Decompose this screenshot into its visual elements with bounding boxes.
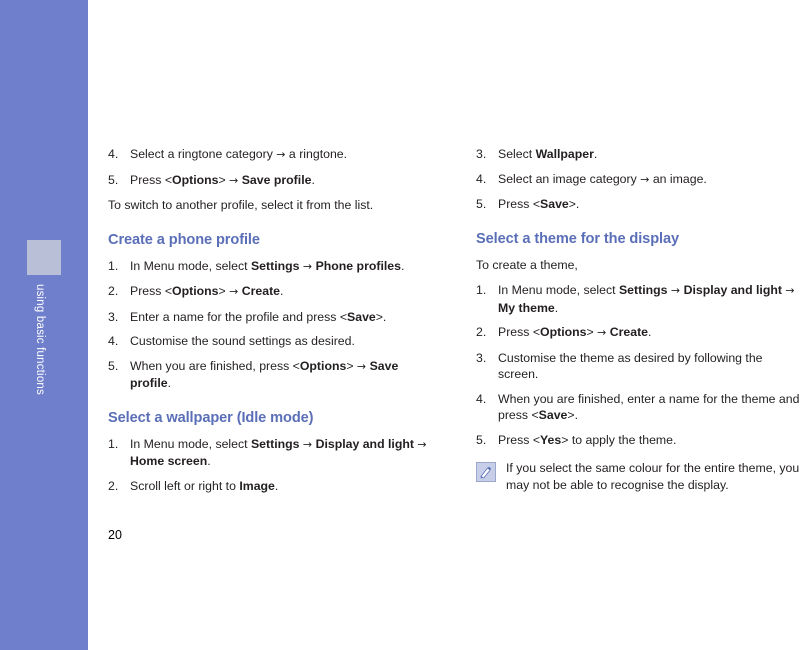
step-number: 2. (476, 325, 487, 339)
list-item (108, 146, 433, 164)
note-callout (476, 460, 806, 493)
sidebar-chapter-label: using basic functions (34, 284, 46, 395)
left-column (108, 146, 433, 502)
step-text: When you are finished, press <Options> → Save profile. (130, 358, 399, 390)
step-text: Press <Save>. (498, 197, 580, 211)
step-number: 5. (476, 197, 487, 211)
step-number: 3. (476, 147, 487, 161)
step-text: Press <Yes> to apply the theme. (498, 432, 677, 447)
step-text: Press <Options> → Save profile. (130, 172, 315, 187)
step-number: 1. (108, 436, 119, 451)
step-number: 2. (108, 284, 119, 298)
step-text: Customise the sound settings as desired. (130, 334, 355, 348)
note-text: If you select the same colour for the entire theme, you may not be able to recognise the display. (506, 461, 800, 492)
step-text: Press <Options> → Create. (130, 284, 284, 298)
step-number: 5. (108, 172, 119, 187)
list-item (108, 436, 433, 470)
list-item (108, 283, 433, 301)
list-item (476, 391, 806, 424)
step-number: 5. (476, 432, 487, 447)
continued-steps-list-right (476, 146, 806, 213)
list-item (476, 324, 806, 342)
step-text: Scroll left or right to Image. (130, 478, 279, 493)
list-item (476, 146, 806, 163)
step-number: 1. (476, 283, 487, 297)
step-text: In Menu mode, select Settings → Display and light → Home screen. (130, 436, 427, 468)
step-text: Enter a name for the profile and press <Save>. (130, 309, 387, 324)
step-number: 1. (108, 258, 119, 273)
continued-steps-list (108, 146, 433, 189)
section-heading-create-phone-profile: Create a phone profile (108, 231, 260, 248)
step-text: Select a ringtone category → a ringtone. (130, 147, 348, 161)
section-heading-select-wallpaper: Select a wallpaper (Idle mode) (108, 409, 314, 426)
step-number: 4. (108, 147, 119, 161)
step-number: 3. (108, 309, 119, 324)
select-theme-steps (476, 282, 806, 448)
select-wallpaper-steps (108, 436, 433, 495)
list-item (476, 171, 806, 189)
step-number: 2. (108, 478, 119, 493)
list-item (108, 172, 433, 190)
note-icon (476, 462, 496, 482)
step-number: 4. (476, 391, 487, 406)
step-text: In Menu mode, select Settings → Display and light → My theme. (498, 283, 795, 315)
list-item (108, 478, 433, 495)
create-phone-profile-steps (108, 258, 433, 392)
step-text: Select Wallpaper. (498, 147, 598, 161)
step-number: 3. (476, 350, 487, 365)
section-heading-select-theme: Select a theme for the display (476, 230, 680, 247)
step-text: Select an image category → an image. (498, 171, 707, 186)
step-number: 4. (476, 171, 487, 186)
list-item (476, 282, 806, 316)
step-number: 5. (108, 358, 119, 373)
step-text: Press <Options> → Create. (498, 325, 652, 339)
continued-note: To switch to another profile, select it from the list. (108, 198, 374, 212)
step-text: Customise the theme as desired by following the screen. (498, 350, 763, 381)
sidebar-chapter-tab (27, 240, 61, 275)
list-item (108, 358, 433, 392)
list-item (108, 333, 433, 350)
page-number: 20 (108, 528, 122, 542)
right-column (476, 146, 806, 493)
step-text: When you are finished, enter a name for the theme and press <Save>. (498, 391, 800, 422)
sidebar-accent-bar (0, 0, 88, 650)
list-item (108, 258, 433, 276)
step-text: In Menu mode, select Settings → Phone profiles. (130, 258, 405, 273)
list-item (476, 196, 806, 213)
step-number: 4. (108, 334, 119, 348)
section-lead-text: To create a theme, (476, 257, 578, 272)
list-item (476, 350, 806, 383)
list-item (108, 309, 433, 326)
list-item (476, 432, 806, 449)
